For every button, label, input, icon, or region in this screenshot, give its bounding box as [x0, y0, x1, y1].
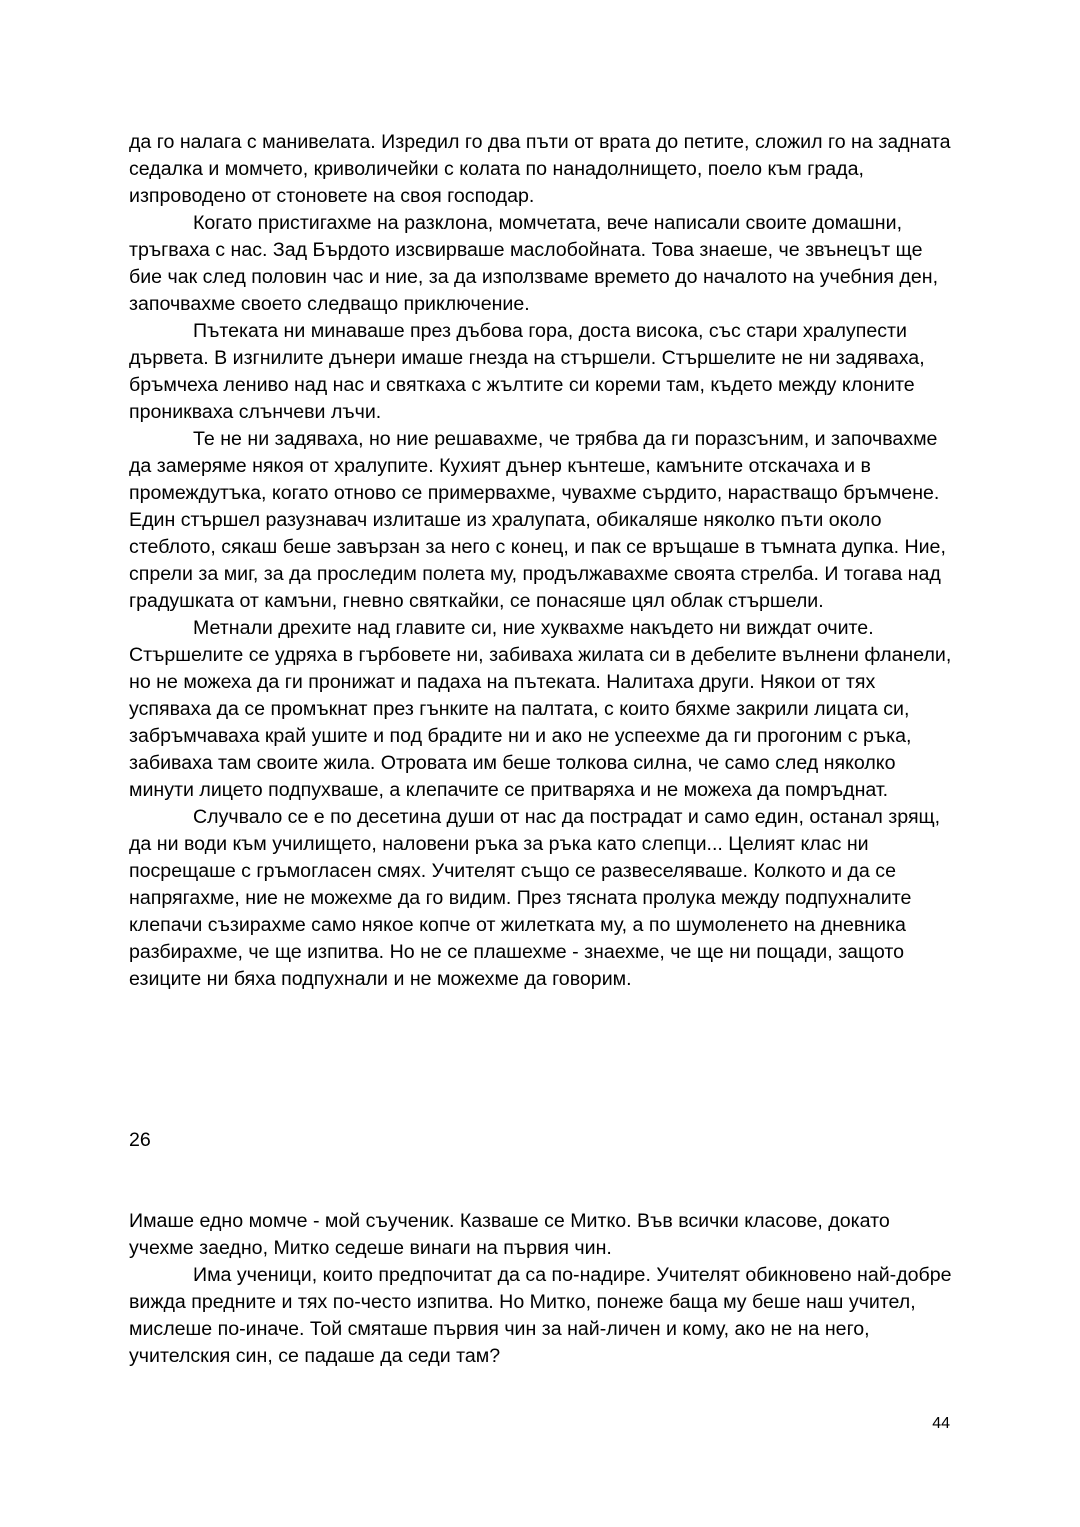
paragraph: Има ученици, които предпочитат да са по-надире. Учителят обикновено най-добре вижда предните и тях по-често изпитва. Но Митко, понеже баща му беше наш учител, мислеше по-иначе. Той смяташе първия чин за най-личен и кому, ако не на него, учителския син, се падаше да седи там? [129, 1264, 952, 1367]
paragraph: Метнали дрехите над главите си, ние хуквахме накъдето ни виждат очите. Стършелите се удряха в гърбовете ни, забиваха жилата си в дебелите вълнени фланели, но не можеха да ги пронижат и падаха на пътеката. Налитаха други. Някои от тях успяваха да се промъкнат през гънките на палтата, с които бяхме закрили лицата си, забръмчаваха край ушите и под брадите ни и ако не успеехме да ги прогоним с ръка, забиваха там своите жила. Отровата им беше толкова силна, че само след няколко минути лицето подпухваше, а клепачите се притваряха и не можеха да помръднат. [129, 617, 952, 801]
section-one-text [129, 129, 959, 993]
paragraph: Когато пристигахме на разклона, момчетата, вече написали своите домашни, тръгваха с нас. Зад Бърдото изсвирваше маслобойната. Това знаеше, че звънецът ще бие чак след половин час и ние, за да използваме времето до началото на учебния ден, започвахме своето следващо приключение. [129, 212, 939, 315]
page-number: 44 [932, 1415, 950, 1432]
paragraph: Те не ни задяваха, но ние решавахме, че трябва да ги поразсъним, и започвахме да замеряме някоя от хралупите. Кухият дънер кънтеше, камъните отскачаха и в промеждутъка, когато отново се примервахме, чувахме сърдито, нарастващо бръмчене. Един стършел разузнавач излиташе из хралупата, обикаляше няколко пъти около стеблото, сякаш беше завързан за него с конец, и пак се връщаше в тъмната дупка. Ние, спрели за миг, за да проследим полета му, продължавахме своята стрелба. И тогава над градушката от камъни, гневно святкайки, се понасяше цял облак стършели. [129, 428, 946, 612]
paragraph: да го налага с манивелата. Изредил го два пъти от врата до петите, сложил го на задната седалка и момчето, криволичейки с колата по нанадолнището, поело към града, изпроводено от стоновете на своя господар. [129, 131, 951, 207]
paragraph: Имаше едно момче - мой съученик. Казваше се Митко. Във всички класове, докато учехме заедно, Митко седеше винаги на първия чин. [129, 1210, 890, 1259]
paragraph: Случвало се е по десетина души от нас да пострадат и само един, останал зрящ, да ни води към училището, наловени ръка за ръка като слепци... Целият клас ни посрещаше с гръмогласен смях. Учителят също се развеселяваше. Колкото и да се напрягахме, ние не можехме да го видим. През тясната пролука между подпухналите клепачи съзирахме само някое копче от жилетката му, а по шумоленето на дневника разбирахме, че ще изпитва. Но не се плашехме - знаехме, че ще ни пощади, защото езиците ни бяха подпухнали и не можехме да говорим. [129, 806, 941, 990]
paragraph: Пътеката ни минаваше през дъбова гора, доста висока, със стари хралупести дървета. В изгнилите дънери имаше гнезда на стършели. Стършелите не ни задяваха, бръмчеха лениво над нас и святкаха с жълтите си кореми там, където между клоните проникваха слънчеви лъчи. [129, 320, 925, 423]
section-two-text [129, 1208, 959, 1370]
chapter-number: 26 [129, 1129, 151, 1151]
